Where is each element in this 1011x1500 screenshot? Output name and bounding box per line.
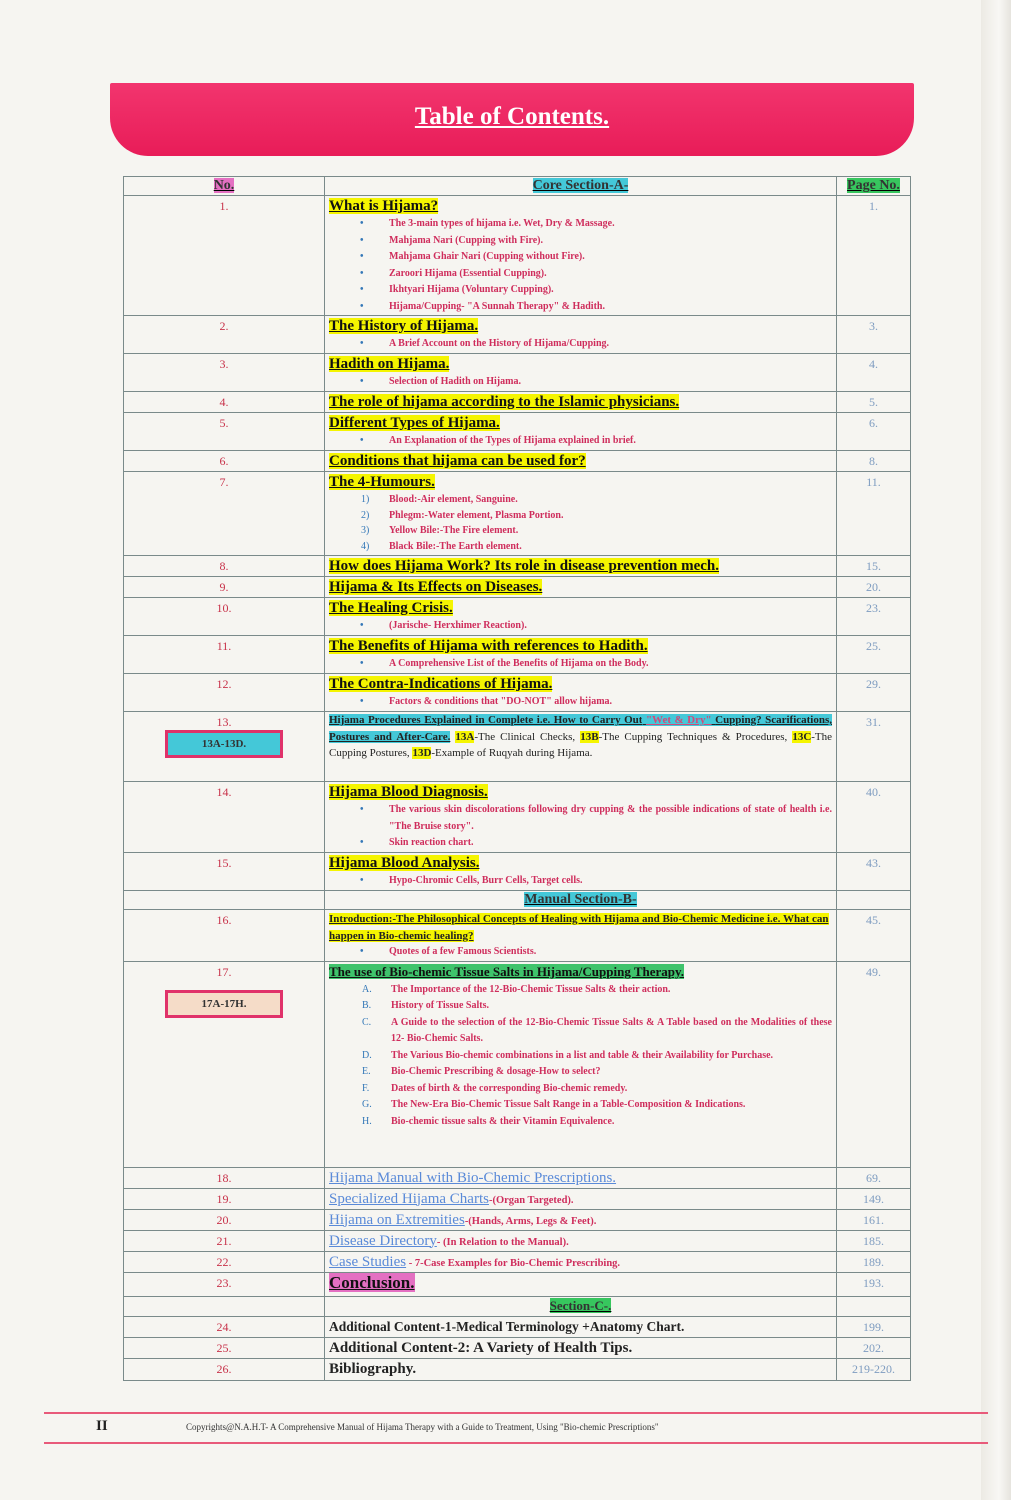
page-number: 29.: [837, 674, 911, 712]
page-number: 199.: [837, 1316, 911, 1337]
entry-title[interactable]: Case Studies: [329, 1253, 407, 1270]
entry-title[interactable]: Hadith on Hijama.: [329, 356, 450, 372]
entry-title[interactable]: The Contra-Indications of Hijama.: [329, 676, 553, 692]
sub-item: D. The Various Bio-chemic combinations in a list and table & their Availability for Purchase.: [362, 1049, 774, 1061]
sub-item: • Selection of Hadith on Hijama.: [389, 374, 832, 391]
page-title: Table of Contents.: [414, 103, 610, 130]
row-number: 1.: [124, 196, 325, 316]
toc-row: [124, 577, 911, 598]
row-number: 23.: [124, 1272, 325, 1296]
footer-page-number: II: [96, 1418, 108, 1434]
entry-title[interactable]: The Benefits of Hijama with references to Hadith.: [329, 638, 648, 654]
toc-row: [124, 354, 911, 392]
title-banner: [110, 83, 914, 156]
sub-item: • Skin reaction chart.: [389, 835, 832, 852]
section-b-heading: Manual Section-B-: [524, 891, 637, 907]
range-box-13a-13d: 13A-13D.: [165, 730, 283, 758]
page-number: 69.: [837, 1167, 911, 1188]
entry-title[interactable]: The use of Bio-chemic Tissue Salts in Hijama/Cupping Therapy.: [329, 963, 685, 979]
entry-title[interactable]: Hijama on Extremities: [329, 1211, 465, 1228]
row-number: 25.: [124, 1337, 325, 1358]
footer-rule-top: [44, 1412, 988, 1414]
toc-row: [124, 674, 911, 712]
section-b-row: [124, 890, 911, 909]
sub-item: 4) Black Bile:-The Earth element.: [361, 540, 522, 552]
entry-title[interactable]: The 4-Humours.: [329, 474, 435, 490]
toc-row: [124, 782, 911, 853]
page-number: 31.: [837, 712, 911, 782]
page-number: 149.: [837, 1188, 911, 1209]
page-number: 43.: [837, 852, 911, 890]
toc-row: [124, 1188, 911, 1209]
row-number: 10.: [124, 598, 325, 636]
entry-title[interactable]: Specialized Hijama Charts: [329, 1190, 489, 1207]
toc-row: [124, 1209, 911, 1230]
entry-title[interactable]: How does Hijama Work? Its role in disease prevention mech.: [329, 558, 719, 574]
row-number: 19.: [124, 1188, 325, 1209]
toc-row: [124, 392, 911, 413]
entry-title[interactable]: The History of Hijama.: [329, 318, 479, 334]
row-number: 5.: [124, 413, 325, 451]
page-number: 15.: [837, 556, 911, 577]
entry-title[interactable]: The role of hijama according to the Islamic physicians.: [329, 394, 680, 410]
toc-row: [124, 1167, 911, 1188]
sub-item: • Quotes of a few Famous Scientists.: [389, 944, 832, 961]
toc-row: [124, 909, 911, 961]
entry-title[interactable]: What is Hijama?: [329, 198, 439, 214]
sub-item: • The 3-main types of hijama i.e. Wet, Dry & Massage.: [389, 216, 832, 233]
section-c-row: [124, 1296, 911, 1316]
toc-row: [124, 961, 911, 1167]
entry-title[interactable]: Hijama & Its Effects on Diseases.: [329, 579, 543, 595]
sub-item: • Mahjama Nari (Cupping with Fire).: [389, 233, 832, 250]
page-number: 189.: [837, 1251, 911, 1272]
row-number: 15.: [124, 852, 325, 890]
entry-title[interactable]: Hijama Manual with Bio-Chemic Prescriptions.: [329, 1169, 617, 1186]
entry-title[interactable]: Additional Content-2: A Variety of Health Tips.: [329, 1339, 633, 1356]
book-spine-shadow: [981, 0, 1011, 1500]
page-number: 185.: [837, 1230, 911, 1251]
toc-row: [124, 1272, 911, 1296]
toc-row: [124, 1316, 911, 1337]
procedures-entry[interactable]: Hijama Procedures Explained in Complete i.e. How to Carry Out "Wet & Dry" Cupping? Scarifications, Postures and After-Care. 13A-The Clinical Checks, 13B-The Cupping Techniques & Procedures, 13C-The Cupping Postures, 13D-Example of Ruqyah during Hijama.: [325, 712, 837, 782]
entry-title[interactable]: Introduction:-The Philosophical Concepts of Healing with Hijama and Bio-Chemic Medicine i.e. What can happen in Bio-chemic healing?: [329, 912, 829, 942]
sub-item: E. Bio-Chemic Prescribing & dosage-How to select?: [362, 1066, 601, 1077]
footer-rule-bottom: [44, 1442, 988, 1444]
toc-row: [124, 316, 911, 354]
page-number: 20.: [837, 577, 911, 598]
row-number: 6.: [124, 451, 325, 472]
toc-row: [124, 636, 911, 674]
toc-row: [124, 196, 911, 316]
page-number: 6.: [837, 413, 911, 451]
page-number: 202.: [837, 1337, 911, 1358]
sub-item: • An Explanation of the Types of Hijama explained in brief.: [389, 433, 832, 450]
entry-title[interactable]: Bibliography.: [329, 1360, 417, 1377]
sub-item: 1) Blood:-Air element, Sanguine.: [361, 494, 518, 505]
contents-table: [123, 176, 911, 1381]
row-number: 11.: [124, 636, 325, 674]
toc-row: [124, 1251, 911, 1272]
toc-row: [124, 712, 911, 782]
page-number: 45.: [837, 909, 911, 961]
entry-title[interactable]: Additional Content-1-Medical Terminology +Anatomy Chart.: [329, 1318, 685, 1334]
page-number: 8.: [837, 451, 911, 472]
page-number: 5.: [837, 392, 911, 413]
page-number: 11.: [837, 472, 911, 556]
row-number: 2.: [124, 316, 325, 354]
entry-subtitle: - (In Relation to the Manual).: [436, 1236, 569, 1248]
toc-row: [124, 472, 911, 556]
sub-item: • Hypo-Chromic Cells, Burr Cells, Target cells.: [389, 873, 832, 890]
page-number: 1.: [837, 196, 911, 316]
sub-item: • Zaroori Hijama (Essential Cupping).: [389, 266, 832, 283]
toc-row: [124, 413, 911, 451]
toc-row: [124, 1230, 911, 1251]
entry-subtitle: - 7-Case Examples for Bio-Chemic Prescribing.: [406, 1257, 621, 1269]
row-number: 17.: [216, 964, 232, 979]
entry-title[interactable]: The Healing Crisis.: [329, 600, 453, 616]
page-number: 219-220.: [837, 1358, 911, 1380]
entry-subtitle: -(Organ Targeted).: [488, 1194, 574, 1206]
row-number: 8.: [124, 556, 325, 577]
row-number: 3.: [124, 354, 325, 392]
sub-item: F. Dates of birth & the corresponding Bio-chemic remedy.: [362, 1082, 628, 1094]
toc-row: [124, 852, 911, 890]
sub-item: • A Brief Account on the History of Hijama/Cupping.: [389, 336, 832, 353]
sub-item: • Factors & conditions that "DO-NOT" allow hijama.: [389, 694, 832, 711]
sub-item: B. History of Tissue Salts.: [362, 1000, 489, 1011]
sub-item: • (Jarische- Herxhimer Reaction).: [389, 618, 832, 635]
row-number: 24.: [124, 1316, 325, 1337]
toc-row: [124, 598, 911, 636]
row-number: 18.: [124, 1167, 325, 1188]
entry-title[interactable]: Conclusion.: [329, 1272, 415, 1292]
header-core-section: Core Section-A-: [532, 178, 629, 193]
page-number: 4.: [837, 354, 911, 392]
row-number: 20.: [124, 1209, 325, 1230]
page-number: 40.: [837, 782, 911, 853]
entry-title[interactable]: Disease Directory: [329, 1232, 437, 1249]
row-number: 4.: [124, 392, 325, 413]
sub-item: • Ikhtyari Hijama (Voluntary Cupping).: [389, 282, 832, 299]
sub-item: • The various skin discolorations following dry cupping & the possible indications of state of health i.e. "The Bruise story".: [389, 802, 832, 835]
toc-row: [124, 1337, 911, 1358]
sub-item: 2) Phlegm:-Water element, Plasma Portion.: [361, 509, 564, 521]
header-no: No.: [213, 178, 235, 193]
sub-item: A. The Importance of the 12-Bio-Chemic Tissue Salts & their action.: [362, 983, 671, 995]
row-number: 21.: [124, 1230, 325, 1251]
entry-title[interactable]: Different Types of Hijama.: [329, 415, 500, 431]
header-page-no: Page No.: [847, 178, 900, 193]
entry-title[interactable]: Hijama Blood Analysis.: [329, 854, 480, 871]
row-number: 26.: [124, 1358, 325, 1380]
sub-item: C. A Guide to the selection of the 12-Bio-Chemic Tissue Salts & A Table based on the Modalities of these 12- Bio-Chemic Salts.: [362, 1016, 832, 1044]
sub-item: • A Comprehensive List of the Benefits of Hijama on the Body.: [389, 656, 832, 673]
toc-row: [124, 451, 911, 472]
sub-item: G. The New-Era Bio-Chemic Tissue Salt Range in a Table-Composition & Indications.: [362, 1099, 746, 1110]
row-number: 14.: [124, 782, 325, 853]
range-box-17a-17h: 17A-17H.: [165, 990, 283, 1018]
row-number: 7.: [124, 472, 325, 556]
row-number: 9.: [124, 577, 325, 598]
footer-copyright: Copyrights@N.A.H.T- A Comprehensive Manual of Hijama Therapy with a Guide to Treatment, Using "Bio-chemic Prescriptions": [186, 1422, 659, 1432]
sub-item: H. Bio-chemic tissue salts & their Vitamin Equivalence.: [362, 1115, 615, 1127]
page-number: 23.: [837, 598, 911, 636]
sub-item: • Hijama/Cupping- "A Sunnah Therapy" & Hadith.: [389, 299, 832, 316]
row-number: 22.: [124, 1251, 325, 1272]
header-row: [124, 177, 911, 196]
sub-item: 3) Yellow Bile:-The Fire element.: [361, 525, 519, 536]
toc-row: [124, 1358, 911, 1380]
page-number: 161.: [837, 1209, 911, 1230]
section-c-heading: Section-C-.: [549, 1297, 612, 1313]
entry-title[interactable]: Conditions that hijama can be used for?: [329, 453, 586, 469]
page-number: 49.: [837, 961, 911, 1167]
row-number: 13.: [216, 715, 232, 729]
page-number: 3.: [837, 316, 911, 354]
page-number: 25.: [837, 636, 911, 674]
entry-subtitle: -(Hands, Arms, Legs & Feet).: [464, 1215, 597, 1227]
row-number: 16.: [124, 909, 325, 961]
row-number: 12.: [124, 674, 325, 712]
sub-item: • Mahjama Ghair Nari (Cupping without Fire).: [389, 249, 832, 266]
entry-title[interactable]: Hijama Blood Diagnosis.: [329, 784, 488, 800]
page-number: 193.: [837, 1272, 911, 1296]
toc-row: [124, 556, 911, 577]
